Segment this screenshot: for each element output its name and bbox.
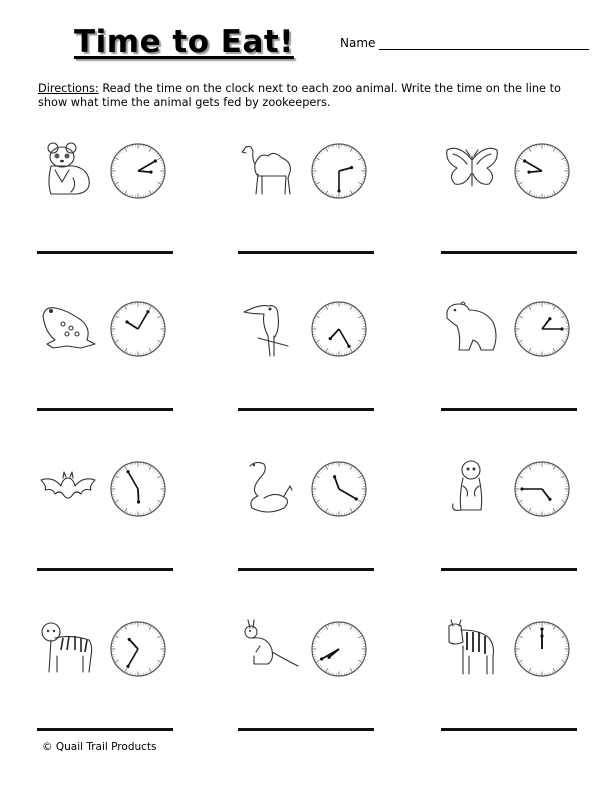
clock-icon [513,620,571,678]
directions-text: Read the time on the clock next to each zoo animal. Write the time on the line to show what time the animal gets fed by zookeepers. [38,82,561,109]
copyright: © Quail Trail Products [42,741,157,753]
clock-icon [310,620,368,678]
answer-line-capybara[interactable] [441,408,577,411]
worksheet-title: Time to Eat! [74,24,294,60]
animal-item-frog [37,296,187,446]
answer-line-camel[interactable] [238,251,374,254]
answer-line-frog[interactable] [37,408,173,411]
answer-line-zebra[interactable] [441,728,577,731]
animal-item-bat [37,456,187,606]
butterfly-icon [441,138,503,200]
snake-icon [238,456,300,518]
clock-icon [310,300,368,358]
clock-icon [513,142,571,200]
clock-icon [310,142,368,200]
name-field [340,36,589,50]
animal-item-butterfly [441,138,591,288]
clock-icon [109,460,167,518]
capybara-icon [441,296,503,358]
tiger-icon [37,616,99,678]
animal-item-capybara [441,296,591,446]
kangaroo-icon [238,616,300,678]
name-label: Name [340,36,376,50]
toucan-icon [238,296,300,358]
clock-icon [109,300,167,358]
panda-icon [37,138,99,200]
animal-item-panda [37,138,187,288]
clock-icon [513,300,571,358]
clock-icon [109,620,167,678]
zebra-icon [441,616,503,678]
answer-line-snake[interactable] [238,568,374,571]
animal-item-zebra [441,616,591,766]
bat-icon [37,456,99,518]
directions [38,82,578,110]
animal-item-meerkat [441,456,591,606]
clock-icon [109,142,167,200]
answer-line-kangaroo[interactable] [238,728,374,731]
hour-hand [138,171,151,172]
meerkat-icon [441,456,503,518]
animal-item-kangaroo [238,616,388,766]
animal-item-snake [238,456,388,606]
camel-icon [238,138,300,200]
hour-hand [529,171,542,172]
hour-hand [138,489,139,502]
frog-icon [37,296,99,358]
answer-line-panda[interactable] [37,251,173,254]
answer-line-tiger[interactable] [37,728,173,731]
answer-line-meerkat[interactable] [441,568,577,571]
clock-icon [310,460,368,518]
directions-label: Directions: [38,82,99,95]
animal-item-camel [238,138,388,288]
animal-item-toucan [238,296,388,446]
name-input-line[interactable] [379,37,589,50]
answer-line-bat[interactable] [37,568,173,571]
answer-line-toucan[interactable] [238,408,374,411]
clock-icon [513,460,571,518]
answer-line-butterfly[interactable] [441,251,577,254]
